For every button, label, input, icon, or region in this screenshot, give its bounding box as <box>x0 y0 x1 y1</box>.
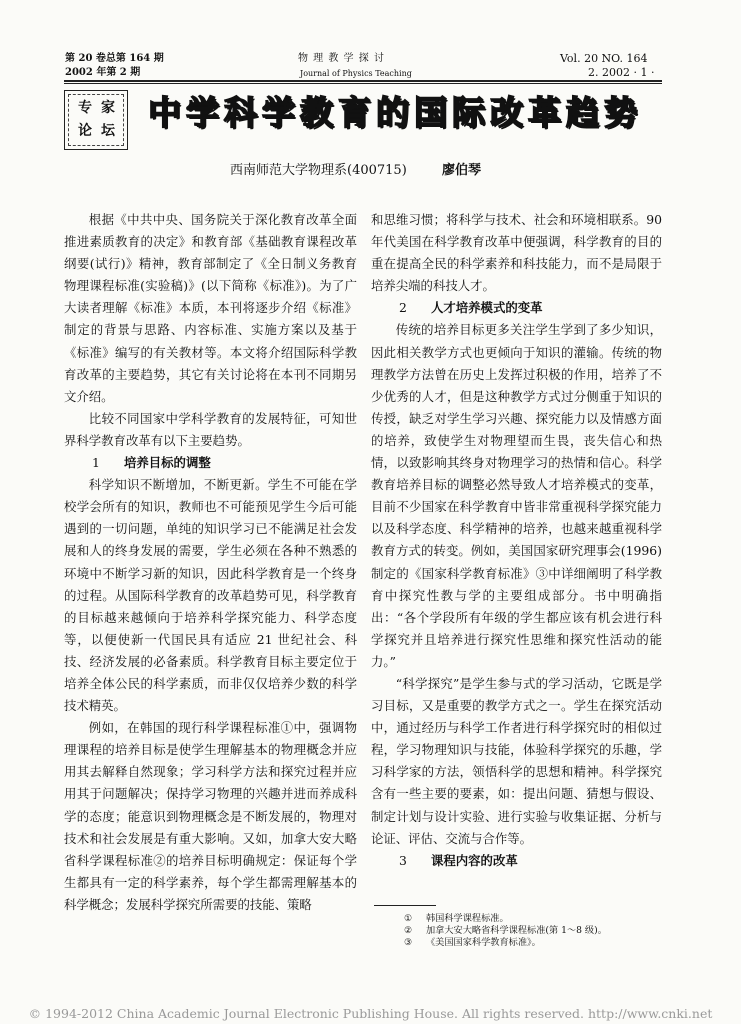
footnote-mark: ② <box>404 925 413 936</box>
journal-name-en: Journal of Physics Teaching <box>300 69 412 78</box>
body-paragraph: 传统的培养目标更多关注学生学到了多少知识，因此相关教学方式也更倾向于知识的灌输。传统的物理教学方法曾在历史上发挥过积极的作用，培养了不少优秀的人才，但是这种教学方式过分侧重于知识的传授，缺乏对学生学习兴趣、探究能力以及情感方面的培养，致使学生对物理望而生畏，丧失信心和热情，以致影响其终身对物理学习的热情和信心。科学教育培养目标的调整必然导致人才培养模式的变革，目前不少国家在科学教育中皆非常重视科学探究能力以及科学态度、科学精神的培养，也越来越重视科学教育方式的转变。例如，美国国家研究理事会(1996) 制定的《国家科学教育标准》③中详细阐明了科学教育中探究性教与学的主要组成部分。书中明确指出：“各个学段所有年级的学生都应该有机会进行科学探究并且培养进行探究性思维和探究性活动的能力。” <box>371 322 662 669</box>
body-paragraph: “科学探究”是学生参与式的学习活动，它既是学习目标，又是重要的教学方式之一。学生在探究活动中，通过经历与科学工作者进行科学探究时的相似过程，学习物理知识与技能，体验科学探究的乐趣，学习科学家的方法，领悟科学的思想和精神。科学探究含有一些主要的要素，如：提出问题、猜想与假设、制定计划与设计实验、进行实验与收集证据、分析与论证、评估、交流与合作等。 <box>371 675 662 846</box>
author-name: 廖伯琴 <box>442 163 482 178</box>
journal-name-cn: 物 理 教 学 探 讨 <box>298 53 385 64</box>
tag-char: 坛 <box>101 123 115 139</box>
section-heading-1 <box>64 452 357 474</box>
left-column <box>64 209 357 916</box>
footnote-mark: ③ <box>404 937 413 948</box>
body-paragraph: 和思维习惯；将科学与技术、社会和环境相联系。90 年代美国在科学教育改革中便强调，科学教育的目的重在提高全民的科学素养和科技能力，而不是局限于培养尖端的科技人才。 <box>371 212 662 294</box>
footnote-text: 《美国国家科学教育标准》。 <box>426 937 541 948</box>
tag-char: 专 <box>78 100 92 116</box>
tag-char: 论 <box>78 123 92 139</box>
right-column <box>371 209 662 872</box>
section-heading-2 <box>371 297 662 319</box>
intro-paragraph: 根据《中共中央、国务院关于深化教育改革全面推进素质教育的决定》和教育部《基础教育课程改革纲要(试行)》精神，教育部制定了《全日制义务教育物理课程标准(实验稿)》(以下简称《标准》)。为了广大读者理解《标准》本质，本刊将逐步介绍《标准》制定的背景与思路、内容标准、实施方案以及基于《标准》编写的有关教材等。本文将介绍国际科学教育改革的主要趋势，其它有关讨论将在本刊不同期另文介绍。 <box>64 212 357 404</box>
issue-volume: 第 20 卷总第 164 期 <box>65 53 164 64</box>
footnote-mark: ① <box>404 913 413 924</box>
section-title: 课程内容的改革 <box>431 852 518 868</box>
footnote-text: 加拿大安大略省科学课程标准(第 1～8 级)。 <box>426 925 607 936</box>
tag-char: 家 <box>101 100 115 116</box>
page-number: 2. 2002 · 1 · <box>588 66 655 79</box>
body-paragraph: 科学知识不断增加，不断更新。学生不可能在学校学会所有的知识，教师也不可能预见学生今后可能遇到的一切问题，单纯的知识学习已不能满足社会发展和人的终身发展的需要，学生必须在各种不熟悉的环境中不断学习新的知识，因此科学教育是一个终身的过程。从国际科学教育的改革趋势可见，科学教育的目标越来越倾向于培养科学探究能力、科学态度等，以便使新一代国民具有适应 21 世纪社会、科技、经济发展的必备素质。科学教育目标主要定位于培养全体公民的科学素质，而非仅仅培养少数的科学技术精英。 <box>64 477 357 714</box>
column-tag <box>64 90 128 150</box>
header-rule-thin <box>64 83 662 84</box>
section-title: 培养目标的调整 <box>124 455 211 471</box>
footnote-text: 韩国科学课程标准。 <box>426 913 509 924</box>
article-title: 中学科学教育的国际改革趋势 <box>148 93 642 132</box>
overview-paragraph: 比较不同国家中学科学教育的发展特征，可知世界科学教育改革有以下主要趋势。 <box>64 410 357 448</box>
section-heading-3 <box>371 850 662 872</box>
volume-number: Vol. 20 NO. 164 <box>560 52 648 65</box>
copyright-footer: © 1994-2012 China Academic Journal Electronic Publishing House. All rights reserved. http://www.cnki.net <box>28 1006 713 1021</box>
footnote <box>404 937 541 948</box>
issue-date: 2002 年第 2 期 <box>65 67 141 78</box>
body-paragraph: 例如，在韩国的现行科学课程标准①中，强调物理课程的培养目标是使学生理解基本的物理概念并应用其去解释自然现象；学习科学方法和探究过程并应用其于问题解决；保持学习物理的兴趣并进而养成科学的态度；能意识到物理概念是不断发展的，物理对技术和社会发展是有重大影响。又如，加拿大安大略省科学课程标准②的培养目标明确规定：保证每个学生都具有一定的科学素养，每个学生都需理解基本的科学概念；发展科学探究所需要的技能、策略 <box>64 720 357 912</box>
section-number: 1 <box>92 455 100 471</box>
section-number: 2 <box>399 300 407 316</box>
author-affiliation: 西南师范大学物理系(400715) <box>230 163 407 178</box>
footnote-rule <box>374 905 436 906</box>
footnote <box>404 913 509 924</box>
footnote <box>404 925 607 936</box>
section-number: 3 <box>399 852 407 868</box>
section-title: 人才培养模式的变革 <box>431 300 543 316</box>
header-rule <box>64 80 662 82</box>
